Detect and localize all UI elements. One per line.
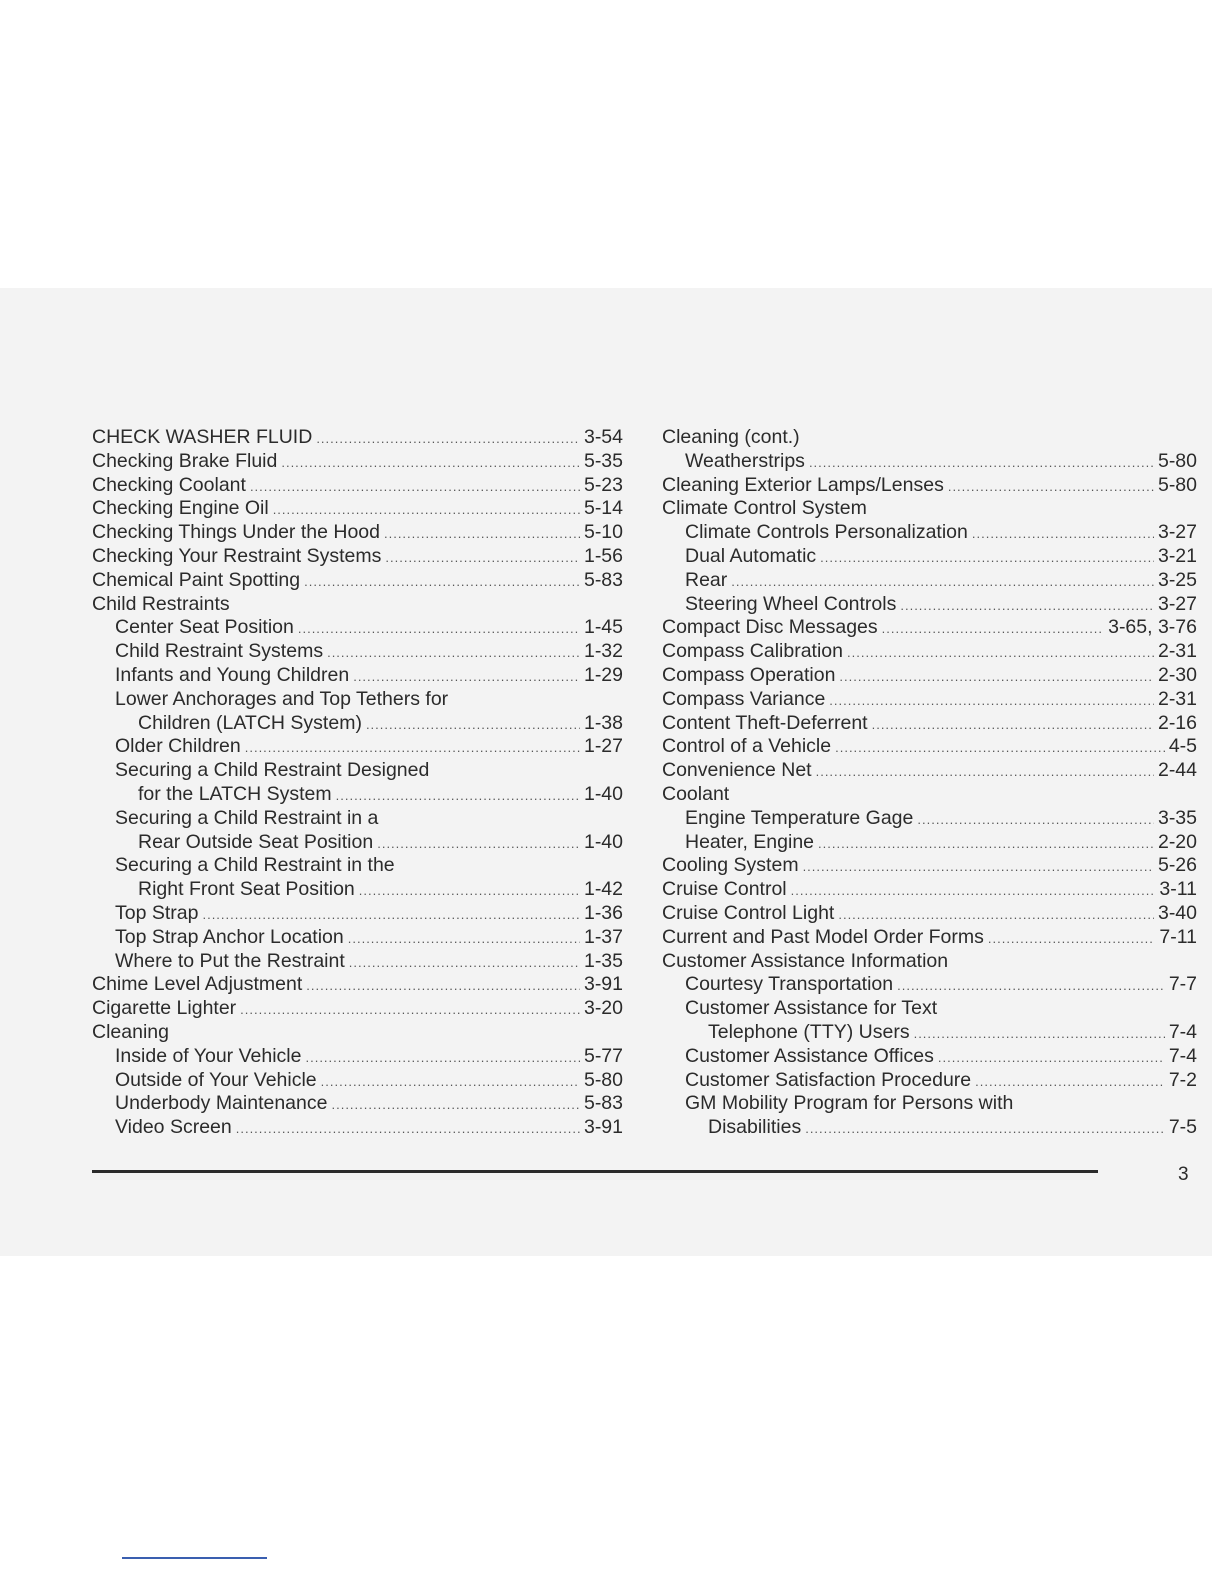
index-entry-page: 2-16: [1157, 711, 1197, 734]
index-entry: [92, 664, 623, 688]
index-entry-page: 1-35: [583, 949, 623, 972]
index-entry: [662, 640, 1197, 664]
index-entry: [92, 569, 623, 593]
index-entry-label: Children (LATCH System): [138, 711, 362, 734]
dot-leader: [250, 475, 580, 499]
index-entry: [92, 759, 623, 783]
index-entry-label: Checking Brake Fluid: [92, 449, 278, 472]
dot-leader: [327, 641, 580, 665]
index-entry-label: Rear: [685, 568, 728, 591]
index-entry-label: Securing a Child Restraint Designed: [115, 759, 430, 782]
index-entry-label: Cleaning (cont.): [662, 426, 800, 448]
dot-leader: [366, 713, 580, 737]
index-entry-label: Cleaning Exterior Lamps/Lenses: [662, 473, 944, 496]
index-entry-label: Customer Assistance for Text: [685, 997, 938, 1020]
index-entry-label: Customer Satisfaction Procedure: [685, 1068, 972, 1091]
dot-leader: [847, 641, 1154, 665]
dot-leader: [829, 689, 1154, 713]
index-entry-label: Video Screen: [115, 1116, 232, 1139]
index-entry: [92, 783, 623, 807]
index-entry-label: Control of a Vehicle: [662, 735, 832, 758]
dot-leader: [805, 1117, 1165, 1141]
index-entry-label: Compact Disc Messages: [662, 616, 878, 639]
index-entry: [662, 807, 1197, 831]
index-entry-page: 3-91: [583, 1116, 623, 1139]
index-entry: [662, 854, 1197, 878]
index-entry-page: 5-23: [583, 473, 623, 496]
index-entry: [92, 902, 623, 926]
index-entry-label: Cigarette Lighter: [92, 997, 237, 1020]
index-entry-page: 1-40: [583, 830, 623, 853]
index-entry-page: 7-11: [1159, 925, 1197, 948]
index-entry-page: 5-77: [583, 1044, 623, 1067]
index-entry: [662, 1116, 1197, 1140]
dot-leader: [240, 998, 580, 1022]
index-entry-label: Child Restraints: [92, 592, 230, 615]
index-entry: [92, 831, 623, 855]
index-entry: [662, 688, 1197, 712]
index-entry-page: 4-5: [1168, 735, 1197, 758]
index-entry: [92, 1092, 623, 1116]
index-entry-label: Rear Outside Seat Position: [138, 830, 374, 853]
index-entry-label: Engine Temperature Gage: [685, 806, 914, 829]
index-entry: [662, 712, 1197, 736]
dot-leader: [914, 1022, 1165, 1046]
index-entry: [92, 807, 623, 831]
index-entry: [92, 712, 623, 736]
index-entry-page: 3-54: [583, 426, 623, 448]
index-entry: [92, 926, 623, 950]
index-entry-label: Dual Automatic: [685, 544, 817, 567]
footer-rule: [92, 1170, 1098, 1173]
index-entry: [92, 854, 623, 878]
index-entry: [92, 497, 623, 521]
index-entry-label: CHECK WASHER FLUID: [92, 426, 313, 448]
index-entry: [92, 1069, 623, 1093]
index-entry: [92, 735, 623, 759]
index-entry-page: 3-91: [583, 973, 623, 996]
index-entry-page: 7-4: [1168, 1044, 1197, 1067]
dot-leader: [336, 784, 580, 808]
dot-leader: [988, 927, 1156, 951]
index-entry-label: Older Children: [115, 735, 241, 758]
index-entry-label: Cruise Control: [662, 878, 787, 901]
dot-leader: [803, 855, 1154, 879]
dot-leader: [816, 760, 1154, 784]
index-entry-page: 3-40: [1157, 901, 1197, 924]
index-entry: [92, 1116, 623, 1140]
dot-leader: [809, 451, 1154, 475]
dot-leader: [306, 974, 580, 998]
dot-leader: [917, 808, 1154, 832]
index-entry: [662, 973, 1197, 997]
dot-leader: [900, 594, 1154, 618]
dot-leader: [975, 1070, 1165, 1094]
index-entry-label: Climate Control System: [662, 497, 867, 520]
index-column-left: [92, 426, 623, 1140]
index-entry: [92, 1045, 623, 1069]
index-entry-page: 2-31: [1157, 640, 1197, 663]
index-entry: [662, 497, 1197, 521]
page-number: 3: [1178, 1164, 1189, 1185]
index-entry: [662, 735, 1197, 759]
index-entry: [662, 521, 1197, 545]
dot-leader: [245, 736, 580, 760]
index-entry: [662, 926, 1197, 950]
index-entry: [662, 950, 1197, 974]
index-entry: [662, 831, 1197, 855]
index-entry-label: Compass Calibration: [662, 640, 843, 663]
index-entry-label: Cleaning: [92, 1020, 169, 1043]
index-entry: [662, 902, 1197, 926]
index-entry-page: 7-5: [1168, 1116, 1197, 1139]
index-entry: [662, 569, 1197, 593]
index-entry-page: 7-2: [1168, 1068, 1197, 1091]
index-entry-label: Content Theft-Deferrent: [662, 711, 868, 734]
index-entry-label: Checking Things Under the Hood: [92, 521, 380, 544]
index-entry-page: 1-56: [583, 544, 623, 567]
dot-leader: [872, 713, 1154, 737]
index-entry-page: 1-37: [583, 925, 623, 948]
index-entry-page: 3-20: [583, 997, 623, 1020]
index-entry-page: 5-14: [583, 497, 623, 520]
index-entry-page: 1-29: [583, 663, 623, 686]
dot-leader: [818, 832, 1154, 856]
index-entry-label: Infants and Young Children: [115, 663, 350, 686]
dot-leader: [298, 617, 580, 641]
index-entry-page: 3-65, 3-76: [1108, 616, 1197, 639]
index-entry: [92, 593, 623, 617]
index-entry-label: Compass Operation: [662, 663, 836, 686]
index-entry-page: 3-35: [1157, 806, 1197, 829]
index-entry-label: Weatherstrips: [685, 449, 805, 472]
dot-leader: [938, 1046, 1165, 1070]
index-entry: [662, 878, 1197, 902]
index-entry: [92, 426, 623, 450]
index-entry-page: 7-4: [1168, 1020, 1197, 1043]
index-entry: [92, 545, 623, 569]
index-column-right: [662, 426, 1197, 1140]
dot-leader: [304, 570, 580, 594]
index-entry: [662, 474, 1197, 498]
index-entry: [92, 450, 623, 474]
index-entry-page: 1-36: [583, 901, 623, 924]
dot-leader: [835, 736, 1165, 760]
index-entry-label: Securing a Child Restraint in a: [115, 806, 379, 829]
index-entry-label: Convenience Net: [662, 759, 812, 782]
index-entry-label: Child Restraint Systems: [115, 640, 324, 663]
footnote-divider: [122, 1557, 267, 1559]
index-entry-page: 5-83: [583, 568, 623, 591]
index-entry-page: 3-11: [1159, 878, 1197, 901]
index-entry-page: 1-45: [583, 616, 623, 639]
dot-leader: [882, 617, 1104, 641]
index-entry-label: Compass Variance: [662, 687, 826, 710]
dot-leader: [305, 1046, 579, 1070]
index-entry-label: Top Strap Anchor Location: [115, 925, 344, 948]
index-entry: [662, 1092, 1197, 1116]
dot-leader: [385, 546, 580, 570]
dot-leader: [353, 665, 580, 689]
index-entry-label: Chime Level Adjustment: [92, 973, 303, 996]
index-entry-page: 1-32: [583, 640, 623, 663]
dot-leader: [316, 427, 580, 451]
dot-leader: [331, 1093, 579, 1117]
index-entry: [662, 664, 1197, 688]
index-entry-page: 5-80: [1157, 473, 1197, 496]
index-entry-page: 5-10: [583, 521, 623, 544]
index-entry-label: Where to Put the Restraint: [115, 949, 345, 972]
dot-leader: [321, 1070, 580, 1094]
index-entry-page: 2-31: [1157, 687, 1197, 710]
dot-leader: [972, 522, 1154, 546]
dot-leader: [791, 879, 1156, 903]
index-entry: [92, 616, 623, 640]
index-entry-label: Right Front Seat Position: [138, 878, 355, 901]
index-entry: [662, 616, 1197, 640]
index-entry-page: 1-42: [583, 878, 623, 901]
index-entry-label: Lower Anchorages and Top Tethers for: [115, 687, 449, 710]
index-entry-label: Chemical Paint Spotting: [92, 568, 301, 591]
index-entry: [92, 997, 623, 1021]
index-entry-page: 3-27: [1157, 521, 1197, 544]
index-entry-page: 5-80: [1157, 449, 1197, 472]
index-entry-label: Securing a Child Restraint in the: [115, 854, 395, 877]
dot-leader: [377, 832, 580, 856]
index-entry-label: Checking Coolant: [92, 473, 246, 496]
index-entry-label: Underbody Maintenance: [115, 1092, 328, 1115]
index-entry-label: Inside of Your Vehicle: [115, 1044, 302, 1067]
dot-leader: [273, 498, 580, 522]
index-entry-label: Heater, Engine: [685, 830, 815, 853]
dot-leader: [897, 974, 1165, 998]
index-entry: [92, 973, 623, 997]
index-entry-label: Customer Assistance Offices: [685, 1044, 934, 1067]
index-entry: [92, 878, 623, 902]
dot-leader: [236, 1117, 580, 1141]
index-entry: [662, 783, 1197, 807]
index-entry-label: Checking Engine Oil: [92, 497, 269, 520]
dot-leader: [820, 546, 1154, 570]
index-entry-label: Outside of Your Vehicle: [115, 1068, 317, 1091]
index-entry: [662, 1021, 1197, 1045]
index-entry: [662, 997, 1197, 1021]
index-entry-label: Center Seat Position: [115, 616, 294, 639]
index-entry: [662, 545, 1197, 569]
index-entry-page: 2-30: [1157, 663, 1197, 686]
dot-leader: [731, 570, 1154, 594]
index-entry: [662, 426, 1197, 450]
index-entry-label: GM Mobility Program for Persons with: [685, 1092, 1014, 1115]
index-entry: [92, 640, 623, 664]
index-entry-page: 1-27: [583, 735, 623, 758]
dot-leader: [839, 665, 1154, 689]
dot-leader: [202, 903, 580, 927]
index-entry-page: 7-7: [1168, 973, 1197, 996]
index-entry-page: 3-21: [1157, 544, 1197, 567]
index-entry: [662, 759, 1197, 783]
index-entry-label: for the LATCH System: [138, 782, 332, 805]
index-entry-page: 5-26: [1157, 854, 1197, 877]
index-entry-page: 1-38: [583, 711, 623, 734]
index-entry-page: 3-25: [1157, 568, 1197, 591]
index-entry-label: Customer Assistance Information: [662, 949, 949, 972]
index-entry-page: 2-44: [1157, 759, 1197, 782]
index-entry-label: Courtesy Transportation: [685, 973, 894, 996]
index-entry-label: Disabilities: [708, 1116, 802, 1139]
index-entry-label: Checking Your Restraint Systems: [92, 544, 382, 567]
dot-leader: [281, 451, 580, 475]
dot-leader: [359, 879, 580, 903]
index-entry-label: Steering Wheel Controls: [685, 592, 897, 615]
index-entry: [662, 450, 1197, 474]
index-entry-label: Cruise Control Light: [662, 901, 835, 924]
index-entry-page: 5-35: [583, 449, 623, 472]
index-entry-label: Cooling System: [662, 854, 799, 877]
index-entry-page: 3-27: [1157, 592, 1197, 615]
index-entry-label: Telephone (TTY) Users: [708, 1020, 910, 1043]
dot-leader: [948, 475, 1154, 499]
index-entry: [92, 474, 623, 498]
index-entry-label: Top Strap: [115, 901, 199, 924]
index-entry-page: 5-80: [583, 1068, 623, 1091]
index-entry-label: Current and Past Model Order Forms: [662, 925, 984, 948]
index-entry: [92, 950, 623, 974]
index-entry-label: Climate Controls Personalization: [685, 521, 968, 544]
index-entry-page: 1-40: [583, 782, 623, 805]
index-entry-label: Coolant: [662, 782, 730, 805]
dot-leader: [349, 951, 580, 975]
dot-leader: [838, 903, 1154, 927]
index-entry: [92, 1021, 623, 1045]
dot-leader: [348, 927, 580, 951]
index-entry-page: 2-20: [1157, 830, 1197, 853]
index-entry: [662, 1045, 1197, 1069]
index-entry: [92, 688, 623, 712]
index-entry: [662, 593, 1197, 617]
index-entry: [662, 1069, 1197, 1093]
dot-leader: [384, 522, 580, 546]
index-entry: [92, 521, 623, 545]
index-entry-page: 5-83: [583, 1092, 623, 1115]
